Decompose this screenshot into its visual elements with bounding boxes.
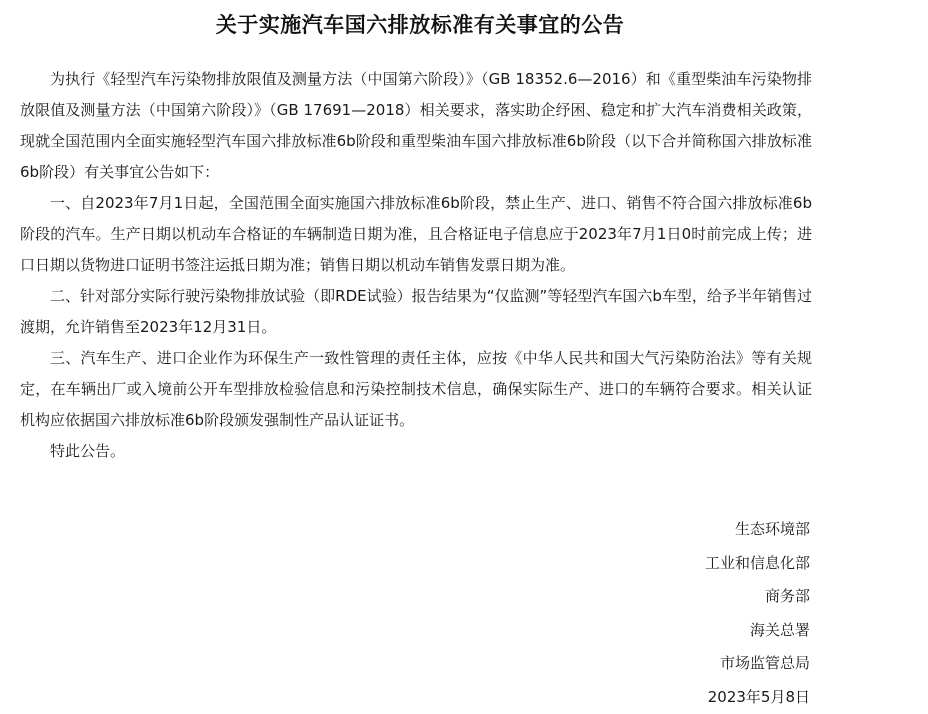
clause-one-paragraph: 一、自2023年7月1日起，全国范围全面实施国六排放标准6b阶段，禁止生产、进口、销售不符合国六排放标准6b阶段的汽车。生产日期以机动车合格证的车辆制造日期为准，且合格证电子信息应于2023年7月1日0时前完成上传；进口日期以货物进口证明书签注运抵日期为准；销售日期以机动车销售发票日期为准。 [20,188,812,281]
clause-three-paragraph: 三、汽车生产、进口企业作为环保生产一致性管理的责任主体，应按《中华人民共和国大气污染防治法》等有关规定，在车辆出厂或入境前公开车型排放检验信息和污染控制技术信息，确保实际生产、进口的车辆符合要求。相关认证机构应依据国六排放标准6b阶段颁发强制性产品认证证书。 [20,343,812,436]
signatory-commerce: 商务部 [705,580,810,614]
signatory-industry-it: 工业和信息化部 [705,547,810,581]
page-title: 关于实施汽车国六排放标准有关事宜的公告 [0,10,840,40]
signatory-ecology-environment: 生态环境部 [705,513,810,547]
closing-paragraph: 特此公告。 [20,436,812,467]
clause-two-paragraph: 二、针对部分实际行驶污染物排放试验（即RDE试验）报告结果为“仅监测”等轻型汽车国六b车型，给予半年销售过渡期，允许销售至2023年12月31日。 [20,281,812,343]
announcement-body [20,64,812,467]
signatory-market-regulation: 市场监管总局 [705,647,810,681]
issue-date: 2023年5月8日 [705,681,810,714]
intro-paragraph: 为执行《轻型汽车污染物排放限值及测量方法（中国第六阶段）》（GB 18352.6—2016）和《重型柴油车污染物排放限值及测量方法（中国第六阶段）》（GB 17691—2018）相关要求，落实助企纾困、稳定和扩大汽车消费相关政策，现就全国范围内全面实施轻型汽车国六排放标准6b阶段和重型柴油车国六排放标准6b阶段（以下合并简称国六排放标准6b阶段）有关事宜公告如下： [20,64,812,188]
signatory-customs: 海关总署 [705,614,810,648]
signatory-block [705,513,810,714]
